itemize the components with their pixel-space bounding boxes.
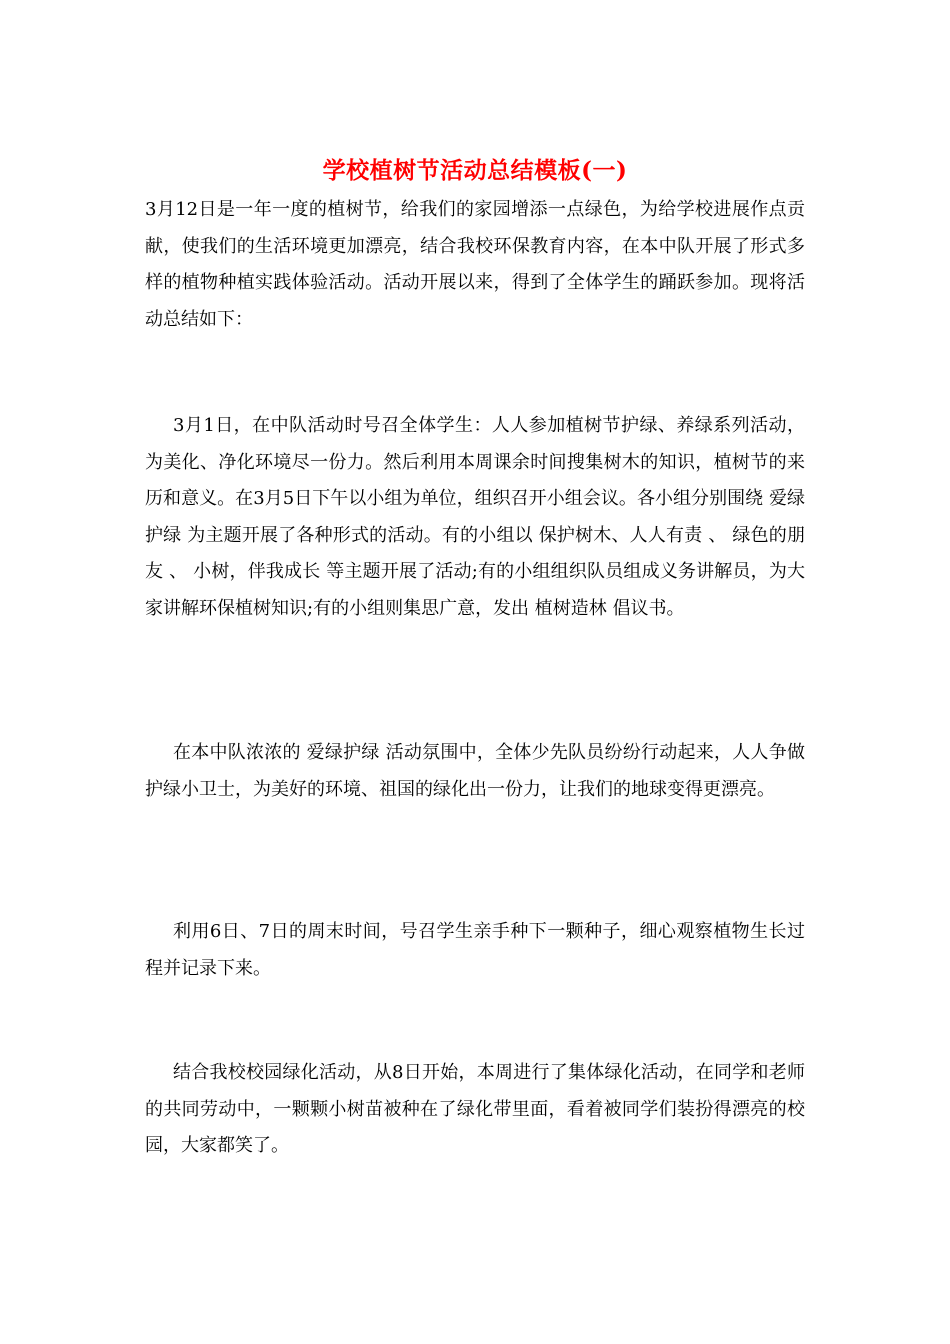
body-paragraph-weekend: 利用6日、7日的周末时间，号召学生亲手种下一颗种子，细心观察植物生长过程并记录下来。 xyxy=(145,921,805,979)
body-paragraph-atmosphere: 在本中队浓浓的 爱绿护绿 活动氛围中，全体少先队员纷纷行动起来，人人争做护绿小卫士，为美好的环境、祖国的绿化出一份力，让我们的地球变得更漂亮。 xyxy=(145,742,805,800)
intro-paragraph: 3月12日是一年一度的植树节，给我们的家园增添一点绿色，为给学校进展作点贡献，使我们的生活环境更加漂亮，结合我校环保教育内容，在本中队开展了形式多样的植物种植实践体验活动。活动开展以来，得到了全体学生的踊跃参加。现将活动总结如下： xyxy=(145,199,805,330)
body-paragraph-march-1: 3月1日，在中队活动时号召全体学生：人人参加植树节护绿、养绿系列活动，为美化、净化环境尽一份力。然后利用本周课余时间搜集树木的知识，植树节的来历和意义。在3月5日下午以小组为单位，组织召开小组会议。各小组分别围绕 爱绿护绿 为主题开展了各种形式的活动。有的小组以 保护树木、人人有责 、 绿色的朋友 、 小树，伴我成长 等主题开展了活动;有的小组组织队员组成义务讲解员，为大家讲解环保植树知识;有的小组则集思广意，发出 植树造林 倡议书。 xyxy=(145,415,805,619)
body-paragraph-campus-greening: 结合我校校园绿化活动，从8日开始，本周进行了集体绿化活动，在同学和老师的共同劳动中，一颗颗小树苗被种在了绿化带里面，看着被同学们装扮得漂亮的校园，大家都笑了。 xyxy=(145,1062,805,1156)
document-title: 学校植树节活动总结模板(一) xyxy=(322,157,628,184)
